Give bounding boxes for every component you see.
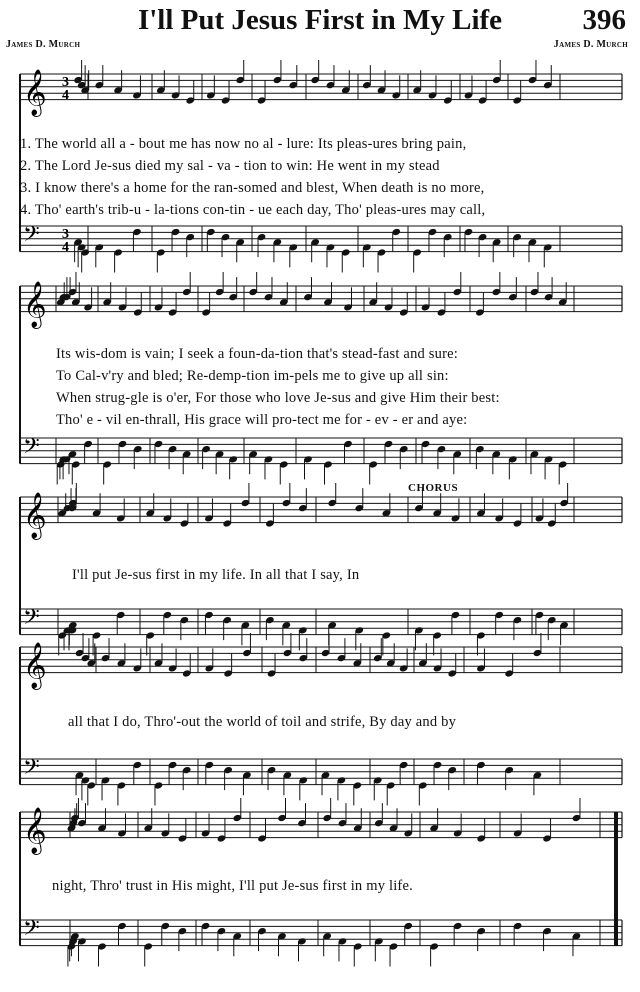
words-credit: James D. Murch [6, 39, 81, 50]
bass-clef-icon: 𝄢 [23, 605, 40, 636]
lyric-line: I'll put Je-sus first in my life. In all that I say, In [72, 567, 360, 583]
treble-clef-icon: 𝄞 [23, 492, 47, 539]
time-signature-bass-top: 3 [62, 227, 69, 242]
hymn-number: 396 [582, 4, 626, 36]
bass-clef-icon: 𝄢 [23, 916, 40, 947]
lyric-line: 4. Tho' earth's trib-u - la-tions con-tin - ue each day, Tho' pleas-ures may call, [20, 202, 486, 218]
time-signature-treble-bottom: 4 [62, 88, 69, 103]
lyric-line: 1. The world all a - bout me has now no al - lure: Its pleas-ures bring pain, [20, 136, 467, 152]
hymn-title: I'll Put Jesus First in My Life [137, 4, 503, 36]
lyric-line: all that I do, Thro'-out the world of toil and strife, By day and by [68, 714, 457, 730]
bass-clef-icon: 𝄢 [23, 755, 40, 786]
time-signature-treble-top: 3 [62, 75, 69, 90]
lyric-line: Its wis-dom is vain; I seek a foun-da-tion that's stead-fast and sure: [56, 346, 458, 362]
time-signature-bass-bottom: 4 [62, 240, 69, 255]
treble-clef-icon: 𝄞 [23, 69, 47, 116]
lyric-line: Tho' e - vil en-thrall, His grace will pro-tect me for - ev - er and aye: [56, 412, 468, 428]
lyric-line: night, Thro' trust in His might, I'll put Je-sus first in my life. [52, 878, 413, 894]
treble-clef-icon: 𝄞 [23, 281, 47, 328]
treble-clef-icon: 𝄞 [23, 807, 47, 854]
chorus-label: CHORUS [408, 482, 459, 494]
lyric-line: When strug-gle is o'er, For those who love Je-sus and give Him their best: [56, 390, 500, 406]
bass-clef-icon: 𝄢 [23, 222, 40, 253]
lyric-line: 3. I know there's a home for the ran-somed and blest, When death is no more, [20, 180, 485, 196]
treble-clef-icon: 𝄞 [23, 642, 47, 689]
bass-clef-icon: 𝄢 [23, 434, 40, 465]
music-credit: James D. Murch [553, 39, 628, 50]
lyric-line: 2. The Lord Je-sus died my sal - va - tion to win: He went in my stead [20, 158, 440, 174]
lyric-line: To Cal-v'ry and bled; Re-demp-tion im-pels me to give up all sin: [56, 368, 449, 384]
